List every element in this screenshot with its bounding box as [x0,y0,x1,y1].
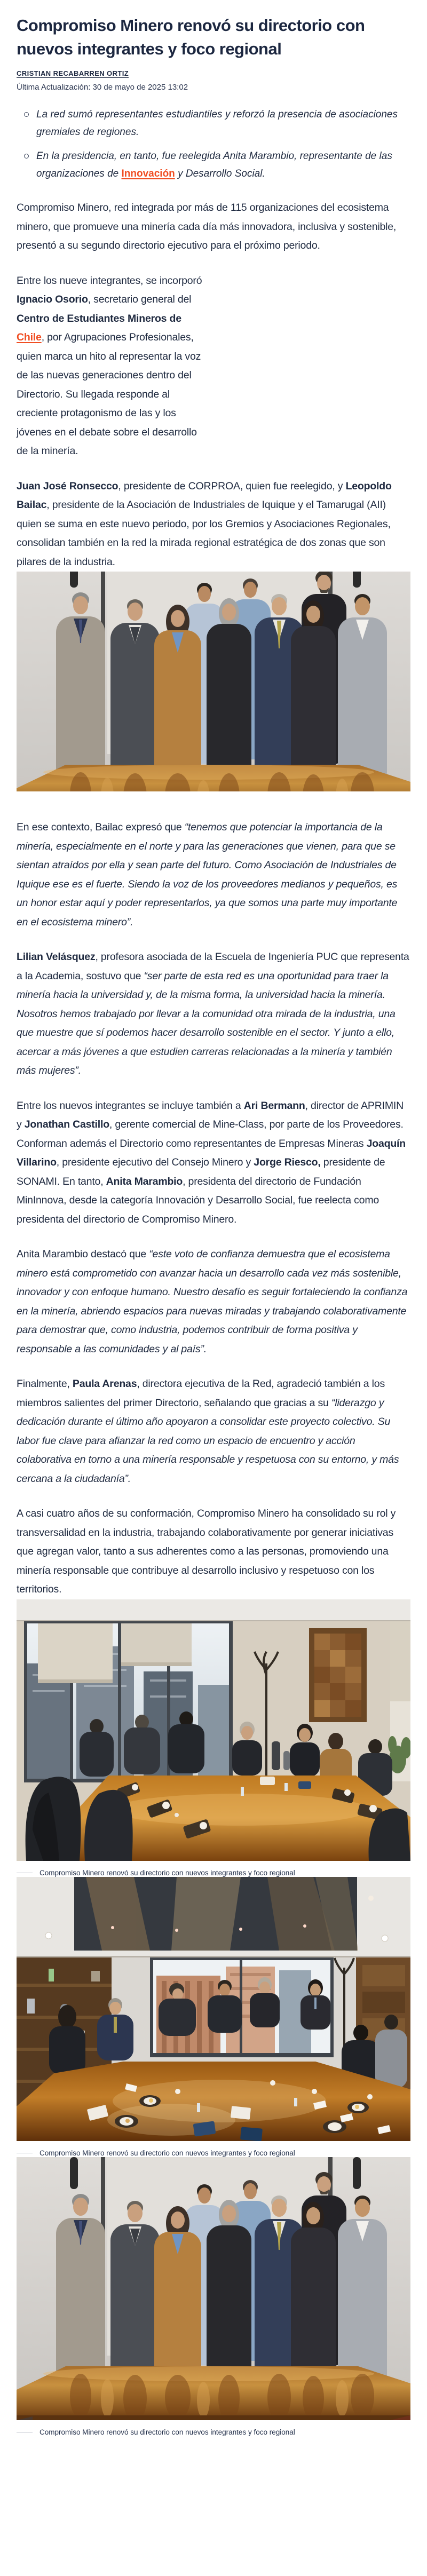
quote-text: “liderazgo y dedicación durante el último año apoyaron a consolidar este proyecto colectivo. Su labor fue clave para afianzar la red como un espacio de encuentro y acción colaborativa en torno a una minería responsable y respetuosa con su entorno, y más cercana a la ciudadanía”. [17,1397,399,1485]
quote-text: y Desarrollo Social. [175,168,265,179]
article-photo-2 [17,1599,410,1877]
text-segment: presidente de SONAMI. En tanto, [17,1156,385,1187]
photo-caption [17,2149,410,2157]
quote-text: “este voto de confianza demuestra que el ecosistema minero está comprometido con avanzar hacia un desarrollo cada vez más sostenible, innovador y con enfoque humano. Nuestro desafío es seguir fortaleciendo la confianza en la minería, abriendo espacios para nuevas miradas y trabajando colaborativamente para demostrar que, como industria, podemos contribuir de forma positiva y responsable a las comunidades y al país”. [17,1248,408,1355]
quote-text: “tenemos que potenciar la importancia de la minería, especialmente en el norte y para las generaciones que vienen, para que se sientan atraídos por ella y sean parte del futuro. Como Asociación de Industriales de Iquique ese es el fuerte. Siendo la voz de los proveedores medianos y pequeños, es un honor estar aquí y poder representarlos, ya que somos una parte muy importante en el ecosistema minero”. [17,821,398,928]
page-title: Compromiso Minero renovó su directorio con nuevos integrantes y foco regional [17,16,365,58]
bold-text: Jonathan Castillo [24,1119,109,1130]
bold-text: Joaquín Villarino [17,1137,406,1168]
inline-link[interactable]: Chile [17,331,42,343]
byline [17,69,410,78]
text-segment: , profesora asociada de la Escuela de Ingeniería PUC que representa a la Academia, sostuvo que [17,951,409,982]
paragraph [17,948,410,1081]
bold-text: Ari Bermann [243,1099,305,1112]
bold-text: Ignacio Osorio [17,294,88,305]
quote-text: La red sumó representantes estudiantiles y reforzó la presencia de asociaciones gremiales de regiones. [36,109,398,138]
photo-illustration [17,2157,410,2420]
text-segment: Finalmente, [17,1378,73,1390]
text-segment: , secretario general del [88,294,192,305]
bold-text: Paula Arenas [72,1378,137,1390]
last-updated-label: Última Actualización: 30 de mayo de 2025 13:02 [17,83,188,92]
paragraph [17,1504,410,1599]
text-segment: , presidenta del directorio de Fundación MinInnova, desde la categoría Innovación y Desarrollo Social, fue reelecta como presidenta del directorio de Compromiso Minero. [17,1175,379,1225]
article-photo-3 [17,1877,410,2157]
photo-illustration [17,572,410,791]
photo-caption [17,1869,410,1877]
bold-text: Lilian Velásquez [17,951,96,963]
bold-text: Juan José Ronsecco [17,480,118,492]
text-segment: A casi cuatro años de su conformación, Compromiso Minero ha consolidado su rol y transversalidad en la industria, trabajando colaborativamente por generar iniciativas que agregan valor, tanto a sus adherentes como a las personas, promoviendo una minería responsable que contribuye al desarrollo inclusivo y respetuoso con los territorios. [17,1508,396,1595]
summary-bullet [24,147,410,183]
text-segment: Entre los nuevos integrantes se incluye también a [17,1099,244,1112]
text-segment: , director de APRIMIN y [17,1099,404,1130]
bold-text: Jorge Riesco, [254,1156,321,1168]
paragraph [17,1097,410,1230]
photo-caption-text: Compromiso Minero renovó su directorio con nuevos integrantes y foco regional [39,2149,295,2157]
quote-text: En la presidencia, en tanto, fue reelegida Anita Marambio, representante de las organizaciones de [36,150,392,179]
text-segment: , directora ejecutiva de la Red, agradeció también a los miembros salientes del primer Directorio, señalando que gracias a su [17,1378,385,1409]
text-segment: Compromiso Minero, red integrada por más de 115 organizaciones del ecosistema minero, que promueve una minería cada día más innovadora, inclusiva y sostenible, presentó a su segundo directorio ejecutivo para el próximo periodo. [17,202,397,251]
paragraph [17,477,410,572]
text-segment: Anita Marambio destacó que [17,1248,149,1260]
photo-caption-text: Compromiso Minero renovó su directorio con nuevos integrantes y foco regional [39,2428,295,2436]
photo-illustration [17,1599,410,1861]
photo-caption [17,2428,410,2436]
text-segment: , presidente de la Asociación de Industriales de Iquique y el Tamarugal (AII) quien se suma en este nuevo periodo, por los Gremios y Asociaciones Regionales, consolidan también en la red la mirada regional estratégica de dos zonas que son pilares de la industria. [17,499,391,568]
text-segment: , presidente de CORPROA, quien fue reelegido, y [118,480,346,492]
paragraph [17,272,209,461]
summary-bullet-list [17,106,410,183]
text-segment: En ese contexto, Bailac expresó que [17,821,185,833]
photo-illustration [17,1877,410,2141]
bold-text: Centro de Estudiantes Mineros de [17,312,181,324]
inline-link[interactable]: Innovación [121,168,175,179]
paragraph [17,1245,410,1359]
text-segment: , presidente ejecutivo del Consejo Minero y [56,1156,254,1168]
bold-text: Leopoldo Bailac [17,480,392,511]
text-segment: Entre los nueve integrantes, se incorporó [17,274,202,287]
bold-text: Anita Marambio [106,1175,183,1187]
photo-caption-text: Compromiso Minero renovó su directorio con nuevos integrantes y foco regional [39,1868,295,1877]
article-photo-4 [17,2157,410,2436]
paragraph [17,818,410,932]
article-photo-1 [17,572,410,791]
author-link[interactable]: CRISTIAN RECABARREN ORTIZ [17,69,129,77]
summary-bullet [24,106,410,141]
paragraph [17,199,410,256]
paragraph [17,1375,410,1488]
text-segment: , por Agrupaciones Profesionales, quien marca un hito al representar la voz de las nuevas generaciones dentro del Directorio. Su llegada responde al creciente protagonismo de las y los jóvenes en el debate sobre el desarrollo de la minería. [17,331,201,457]
quote-text: “ser parte de esta red es una oportunidad para traer la minería hacia la universidad y, de la misma forma, la universidad hacia la minería. Nosotros hemos trabajado por llevar a la comunidad otra mirada de la industria, una que muestre que sí podemos hacer desarrollo sostenible en el sector. Y junto a ello, acercar a más jóvenes a que estudien carreras relacionadas a la minería y también más mujeres”. [17,970,396,1076]
text-segment: , gerente comercial de Mine-Class, por parte de los Proveedores. Conforman además el Directorio como representantes de Empresas Mineras [17,1119,404,1150]
